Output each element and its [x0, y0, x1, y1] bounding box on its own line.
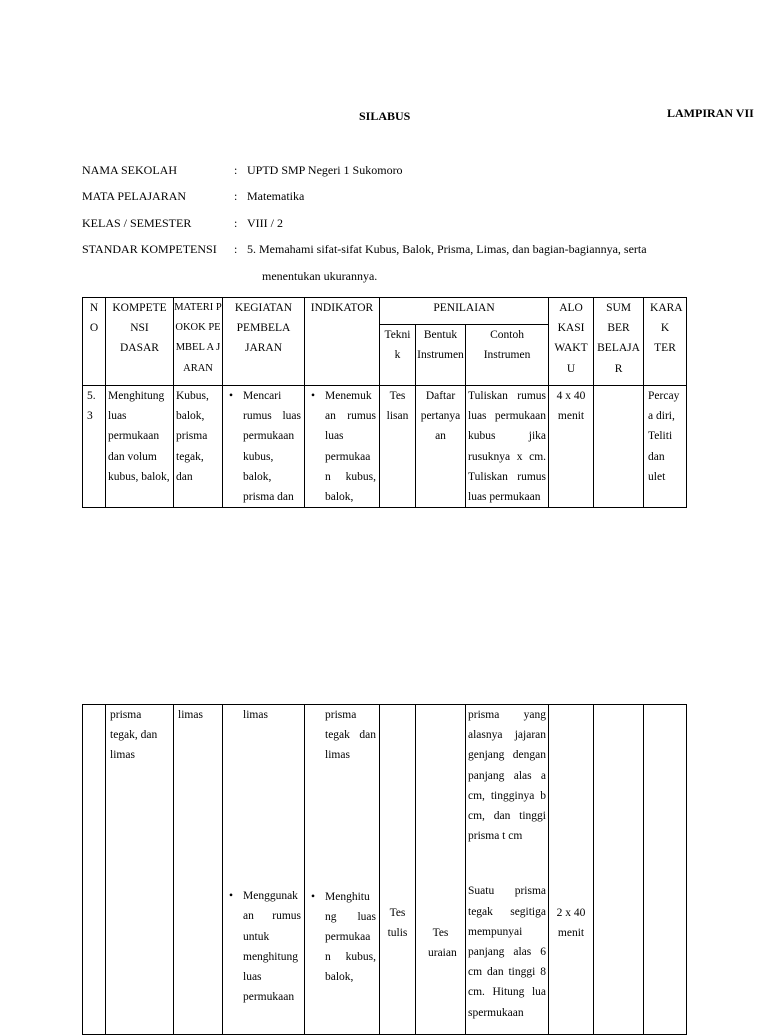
cell-materi: limas — [174, 705, 223, 1035]
header-no: N O — [83, 298, 106, 386]
cell-bentuk: Tes uraian — [416, 705, 466, 1035]
meta-colon: : — [234, 163, 238, 177]
header-kegiatan: KEGIATAN PEMBELA JARAN — [223, 298, 305, 386]
header-indikator: INDIKATOR — [305, 298, 380, 386]
meta-value-school: UPTD SMP Negeri 1 Sukomoro — [247, 163, 403, 177]
syllabus-table-continued — [82, 704, 687, 1035]
meta-label-subject: MATA PELAJARAN — [82, 189, 187, 203]
syllabus-table — [82, 297, 687, 508]
cell-materi: Kubus, balok, prisma tegak, dan — [174, 386, 223, 508]
cell-teknik: Tes lisan — [380, 386, 416, 508]
meta-label-school: NAMA SEKOLAH — [82, 163, 178, 177]
cell-karakter — [644, 705, 687, 1035]
header-teknik: Tekni k — [380, 325, 416, 386]
cell-contoh: prisma yang alasnya jajaran genjang dengan panjang alas a cm, tingginya b cm, dan tinggi prisma t cm Suatu prisma tegak segitiga mempunyai panjang alas 6 cm dan tinggi 8 cm. Hitung lua spermukaan — [466, 705, 549, 1035]
header-penilaian: PENILAIAN — [380, 298, 549, 325]
table-row — [83, 386, 687, 508]
meta-colon: : — [234, 216, 238, 230]
appendix-label: LAMPIRAN VII — [667, 106, 754, 120]
cell-contoh: Tuliskan rumus luas permukaan kubus jika rusuknya x cm. Tuliskan rumus luas permukaan — [466, 386, 549, 508]
table-row — [83, 705, 687, 1035]
header-karakter: KARA K TER — [644, 298, 687, 386]
meta-value-standard-cont: menentukan ukurannya. — [262, 269, 378, 283]
cell-kompetensi: prisma tegak, dan limas — [106, 705, 174, 1035]
meta-colon: : — [234, 189, 238, 203]
meta-label-class: KELAS / SEMESTER — [82, 216, 192, 230]
meta-value-standard: 5. Memahami sifat-sifat Kubus, Balok, Prisma, Limas, dan bagian-bagiannya, serta — [247, 242, 647, 256]
header-sumber: SUM BER BELAJA R — [594, 298, 644, 386]
cell-teknik: Tes tulis — [380, 705, 416, 1035]
meta-colon: : — [234, 242, 238, 256]
cell-kegiatan: • Mencari rumus luas permukaan kubus, balok, prisma dan — [223, 386, 305, 508]
header-contoh: Contoh Instrumen — [466, 325, 549, 386]
cell-no — [83, 705, 106, 1035]
cell-indikator: • Menemuk an rumus luas permukaa n kubus, balok, — [305, 386, 380, 508]
header-bentuk: Bentuk Instrumen — [416, 325, 466, 386]
page-title: SILABUS — [359, 109, 411, 123]
meta-value-subject: Matematika — [247, 189, 305, 203]
cell-indikator: prisma tegak dan limas • Menghitu ng luas permukaa n kubus, balok, — [305, 705, 380, 1035]
header-materi: MATERI POKOK PEMBEL A JARAN — [174, 298, 223, 386]
cell-alokasi: 4 x 40 menit — [549, 386, 594, 508]
header-kompetensi: KOMPETE NSI DASAR — [106, 298, 174, 386]
cell-karakter: Percay a diri, Teliti dan ulet — [644, 386, 687, 508]
cell-sumber — [594, 705, 644, 1035]
header-alokasi: ALO KASI WAKT U — [549, 298, 594, 386]
meta-value-class: VIII / 2 — [247, 216, 283, 230]
cell-kompetensi: Menghitung luas permukaan dan volum kubus, balok, — [106, 386, 174, 508]
cell-alokasi: 2 x 40 menit — [549, 705, 594, 1035]
cell-bentuk: Daftar pertanya an — [416, 386, 466, 508]
cell-sumber — [594, 386, 644, 508]
meta-label-standard: STANDAR KOMPETENSI — [82, 242, 217, 256]
cell-kegiatan: limas • Menggunak an rumus untuk menghitung luas permukaan — [223, 705, 305, 1035]
cell-no: 5. 3 — [83, 386, 106, 508]
